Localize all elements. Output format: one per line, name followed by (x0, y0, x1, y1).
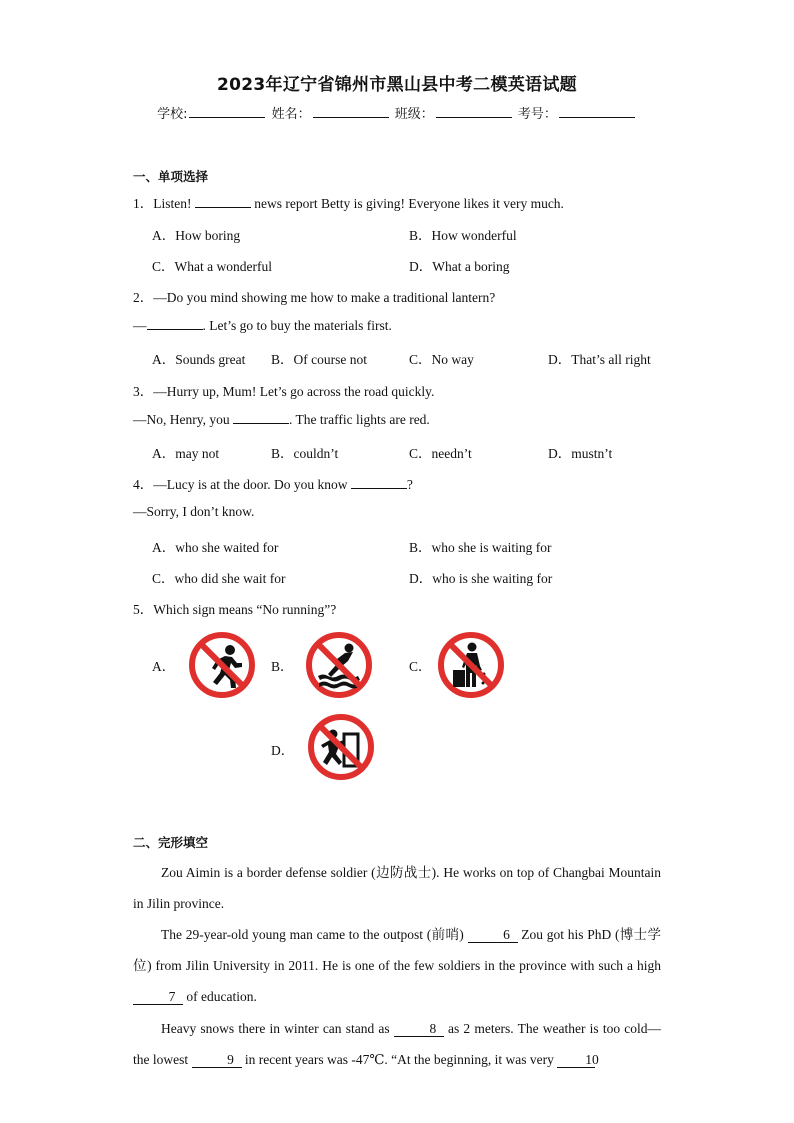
student-info-row (0, 103, 794, 122)
q3-reply (133, 411, 430, 428)
blank-7[interactable]: 7 (133, 990, 183, 1005)
school-label: 学校: (157, 107, 188, 122)
q3-stem: 3．—Hurry up, Mum! Let’s go across the road quickly. (133, 384, 435, 399)
q3-reply-part-a: —No, Henry, you (133, 412, 230, 427)
q1-stem-part-a: 1．Listen! (133, 196, 192, 211)
q1-stem (133, 192, 564, 212)
q1-stem-part-b: news report Betty is giving! Everyone likes it very much. (254, 196, 564, 211)
q5-option-c-label[interactable]: C． (409, 659, 432, 674)
q1-blank (195, 195, 251, 208)
number-blank[interactable] (559, 105, 635, 118)
p3-part-c: in recent years was -47℃. “At the beginning, it was very (244, 1052, 554, 1067)
number-label: 考号： (517, 107, 557, 122)
q4-option-a[interactable]: A．who she waited for (152, 540, 279, 555)
q3-option-a[interactable]: A．may not (152, 446, 220, 461)
blank-10[interactable]: 10 (557, 1053, 595, 1068)
q3-blank (233, 411, 289, 424)
name-label: 姓名： (271, 107, 311, 122)
blank-9[interactable]: 9 (192, 1053, 242, 1068)
name-blank[interactable] (313, 105, 389, 118)
q2-option-c[interactable]: C．No way (409, 352, 474, 367)
q2-option-b[interactable]: B．Of course not (271, 352, 367, 367)
no-diving-sign-icon[interactable] (304, 630, 374, 700)
no-littering-sign-icon[interactable] (436, 630, 506, 700)
q2-option-d[interactable]: D．That’s all right (548, 352, 651, 367)
p2-part-a: The 29-year-old young man came to the outpost (前哨) (161, 927, 464, 942)
q3-option-c[interactable]: C．needn’t (409, 446, 472, 461)
q5-option-d-label[interactable]: D． (271, 743, 295, 758)
q2-option-a[interactable]: A．Sounds great (152, 352, 246, 367)
q4-stem-part-b: ? (406, 477, 413, 492)
class-blank[interactable] (436, 105, 512, 118)
class-label: 班级： (394, 107, 434, 122)
q2-reply-part-a: — (133, 318, 147, 333)
cloze-paragraph-2 (133, 919, 661, 1012)
q4-stem-part-a: 4．—Lucy is at the door. Do you know (133, 477, 348, 492)
p2-part-c: of education. (186, 989, 257, 1004)
q3-option-b[interactable]: B．couldn’t (271, 446, 339, 461)
school-blank[interactable] (189, 105, 265, 118)
q5-stem: 5．Which sign means “No running”? (133, 602, 337, 617)
cloze-paragraph-3 (133, 1013, 661, 1075)
q3-reply-part-b: . The traffic lights are red. (288, 412, 430, 427)
p3-part-a: Heavy snows there in winter can stand as (161, 1021, 390, 1036)
q5-option-b-label[interactable]: B． (271, 659, 294, 674)
q2-reply-part-b: . Let’s go to buy the materials first. (202, 318, 392, 333)
q2-blank (147, 317, 203, 330)
q4-option-c[interactable]: C．who did she wait for (152, 571, 286, 586)
blank-6[interactable]: 6 (468, 928, 518, 943)
q4-option-b[interactable]: B．who she is waiting for (409, 540, 552, 555)
p2-part-b: Zou got his PhD (博士学位) from Jilin University in 2011. He is one of the few soldiers in the province with such a high (133, 927, 661, 973)
cloze-paragraph-1: Zou Aimin is a border defense soldier (边防战士). He works on top of Changbai Mountain in Jilin province. (133, 865, 661, 911)
section-heading-1: 一、单项选择 (133, 169, 209, 184)
q3-option-d[interactable]: D．mustn’t (548, 446, 613, 461)
blank-8[interactable]: 8 (394, 1022, 444, 1037)
q1-option-c[interactable]: C．What a wonderful (152, 259, 272, 274)
q4-blank (351, 476, 407, 489)
q4-option-d[interactable]: D．who is she waiting for (409, 571, 553, 586)
q2-stem: 2．—Do you mind showing me how to make a traditional lantern? (133, 290, 496, 305)
q1-option-d[interactable]: D．What a boring (409, 259, 510, 274)
page-title: 2023年辽宁省锦州市黑山县中考二模英语试题 (217, 75, 577, 95)
q1-option-a[interactable]: A．How boring (152, 228, 241, 243)
no-climbing-sign-icon[interactable] (306, 712, 376, 782)
q4-reply: —Sorry, I don’t know. (133, 504, 255, 519)
q5-option-a-label[interactable]: A． (152, 659, 176, 674)
q1-option-b[interactable]: B．How wonderful (409, 228, 517, 243)
no-running-sign-icon[interactable] (187, 630, 257, 700)
q2-reply (133, 317, 392, 334)
p3-part-b: as 2 meters. The weather is too cold—the lowest (133, 1021, 661, 1067)
q4-stem (133, 473, 413, 493)
section-heading-2: 二、完形填空 (133, 835, 209, 850)
